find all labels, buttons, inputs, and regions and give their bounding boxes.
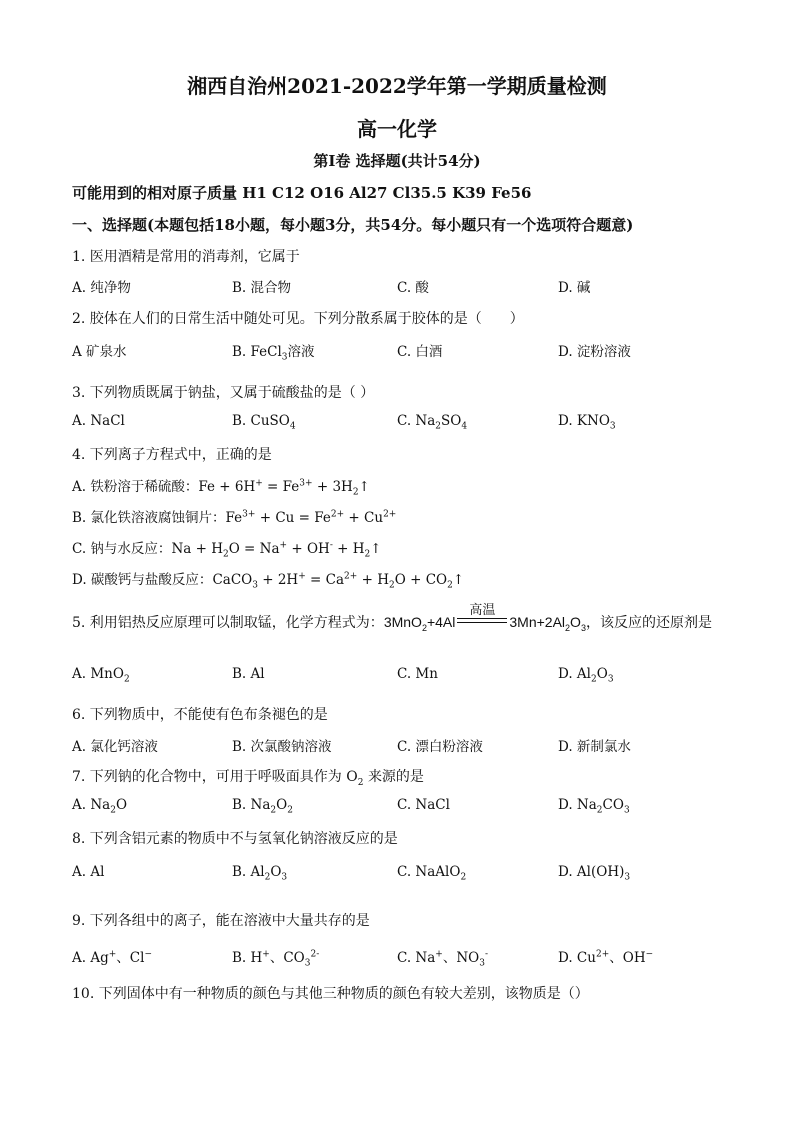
q4-option-c: C. 钠与水反应：$Na + H_2O = Na^+ + OH^-$ + $H_2↑$ [72, 540, 382, 560]
q5-stem-tail: ，该反应的还原剂是 [585, 615, 712, 631]
question-8-stem: 8. 下列含铝元素的物质中不与氢氧化钠溶液反应的是 [72, 831, 398, 847]
q7-option-d: D. $Na_2CO_3$ [558, 797, 630, 816]
q9-c-label: C. [397, 950, 412, 966]
q4-a-label: A. 铁粉溶于稀硫酸： [72, 479, 199, 495]
q7-d-label: D. [558, 797, 573, 813]
q2-option-a: A 矿泉水 [72, 344, 127, 360]
q7-stem-b: 来源的是 [367, 769, 424, 785]
q1-option-b: B. 混合物 [232, 280, 292, 296]
q8-option-a: A. Al [72, 864, 105, 880]
q9-option-b: B. H+、$CO_3^{2-}$ [232, 949, 320, 969]
q7-option-a: A. $Na_2O$ [72, 797, 128, 816]
q3-option-a: A. NaCl [72, 413, 125, 429]
q1-option-c: C. 酸 [397, 280, 429, 296]
atomic-mass-line: 可能用到的相对原子质量 H1 C12 O16 Al27 Cl35.5 K39 Fe56 [72, 184, 532, 202]
part-heading: 第I卷 选择题(共计54分) [313, 152, 481, 170]
q7-option-c: C. NaCl [397, 797, 450, 813]
q6-option-c: C. 漂白粉溶液 [397, 739, 483, 755]
q2-option-b: B. FeCl$_3$溶液 [232, 344, 315, 363]
q2-b-text: 溶液 [287, 344, 315, 360]
q8-option-d: D. $Al(OH)_3$ [558, 864, 631, 883]
question-5-stem [72, 602, 712, 633]
q5-stem-text: 5. 利用铝热反应原理可以制取锰，化学方程式为： [72, 615, 384, 631]
q3-d-label: D. [558, 413, 573, 429]
q9-option-a: A. Ag+、Cl− [72, 949, 152, 966]
q7-a-label: A. [72, 797, 87, 813]
q9-a-label: A. [72, 950, 87, 966]
q9-option-d: D. $Cu^{2+}$、OH− [558, 949, 654, 966]
q5-d-label: D. [558, 666, 573, 682]
exam-subject: 高一化学 [357, 117, 437, 141]
q6-option-a: A. 氯化钙溶液 [72, 739, 158, 755]
q8-option-c: C. NaAlO$_2$ [397, 864, 467, 883]
question-3-stem: 3. 下列物质既属于钠盐，又属于硫酸盐的是（ ） [72, 385, 375, 401]
q6-option-b: B. 次氯酸钠溶液 [232, 739, 332, 755]
q1-option-d: D. 碱 [558, 280, 591, 296]
q4-d-label: D. 碳酸钙与盐酸反应： [72, 572, 213, 588]
q9-option-c: C. Na+、$NO_3^-$ [397, 949, 489, 969]
question-6-stem: 6. 下列物质中，不能使有色布条褪色的是 [72, 707, 328, 723]
q2-option-d: D. 淀粉溶液 [558, 344, 631, 360]
q7-b-label: B. [232, 797, 247, 813]
q5-option-c: C. Mn [397, 666, 438, 682]
q2-option-c: C. 白酒 [397, 344, 443, 360]
q5-a-label: A. [72, 666, 87, 682]
question-1-stem: 1. 医用酒精是常用的消毒剂，它属于 [72, 249, 300, 265]
question-10-stem: 10. 下列固体中有一种物质的颜色与其他三种物质的颜色有较大差别，该物质是（） [72, 986, 589, 1002]
question-2-stem: 2. 胶体在人们的日常生活中随处可见。下列分散系属于胶体的是（ ） [72, 311, 524, 327]
q3-c-label: C. [397, 413, 412, 429]
q8-b-label: B. [232, 864, 247, 880]
q5-equation: 3MnO$_2$+4Al 高温 $3Mn+2Al_2O_3$ [384, 614, 586, 630]
q5-option-d: D. $Al_2O_3$ [558, 666, 614, 685]
exam-title: 湘西自治州2021-2022学年第一学期质量检测 [187, 74, 607, 98]
q1-option-a: A. 纯净物 [72, 280, 131, 296]
q4-option-d: D. 碳酸钙与盐酸反应：CaCO$_3$ + $2H^+ = Ca^{2+} + H_2O$ + $CO_2↑$ [72, 571, 465, 591]
question-9-stem: 9. 下列各组中的离子，能在溶液中大量共存的是 [72, 913, 370, 929]
q5-condition: 高温 [469, 602, 496, 617]
q3-option-b: B. CuSO$_4$ [232, 413, 296, 432]
q2-b-label: B. [232, 344, 247, 360]
q8-option-b: B. $Al_2O_3$ [232, 864, 288, 883]
q3-b-label: B. [232, 413, 247, 429]
question-4-stem: 4. 下列离子方程式中，正确的是 [72, 447, 272, 463]
q7-option-b: B. $Na_2O_2$ [232, 797, 293, 816]
q7-stem-a: 7. 下列钠的化合物中，可用于呼吸面具作为 [72, 769, 342, 785]
q3-option-c: C. $Na_2SO_4$ [397, 413, 468, 432]
q4-option-b: B. 氯化铁溶液腐蚀铜片：$Fe^{3+} + Cu = Fe^{2+} + Cu^{2+}$ [72, 509, 397, 526]
q9-d-label: D. [558, 950, 573, 966]
q4-c-label: C. 钠与水反应： [72, 541, 172, 557]
q3-option-d: D. $KNO_3$ [558, 413, 616, 432]
q5-option-b: B. Al [232, 666, 265, 682]
q4-option-a: A. 铁粉溶于稀硫酸：$Fe + 6H^+ = Fe^{3+}$ + $3H_2↑$ [72, 478, 370, 498]
q9-b-label: B. [232, 950, 247, 966]
q8-d-label: D. [558, 864, 573, 880]
q6-option-d: D. 新制氯水 [558, 739, 631, 755]
q5-option-a: A. MnO$_2$ [72, 666, 130, 685]
q4-b-label: B. 氯化铁溶液腐蚀铜片： [72, 510, 226, 526]
q5-reaction-arrow [457, 602, 507, 629]
question-7-stem: 7. 下列钠的化合物中，可用于呼吸面具作为 $O_2$ 来源的是 [72, 769, 424, 788]
q8-c-text: C. NaAlO [397, 864, 461, 880]
section-heading: 一、选择题(本题包括18小题，每小题3分，共54分。每小题只有一个选项符合题意) [72, 216, 634, 234]
